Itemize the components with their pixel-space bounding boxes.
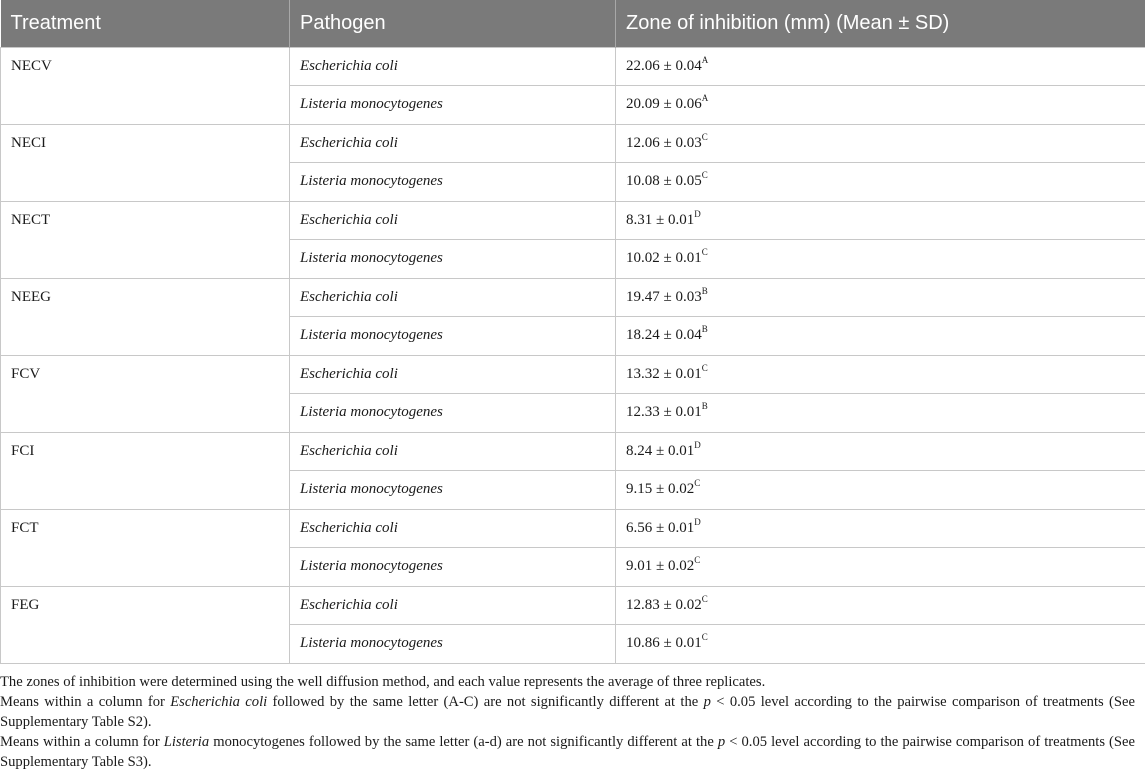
footnote-listeria — [0, 732, 1135, 772]
significance-letter: C — [694, 555, 700, 565]
footnote-listeria-genus: Listeria — [164, 734, 209, 750]
header-zone: Zone of inhibition (mm) (Mean ± SD) — [616, 0, 1145, 47]
zone-value: 12.33 ± 0.01 — [626, 404, 702, 420]
footnote-ecoli-text-e: < 0.05 level according to the pairwise comparison of treatments (See Supplementary Table S2). — [0, 694, 1135, 730]
significance-letter: C — [702, 632, 708, 642]
significance-letter: D — [694, 440, 701, 450]
zone-cell — [616, 509, 1145, 548]
zone-cell — [616, 394, 1145, 433]
zone-value: 9.15 ± 0.02 — [626, 481, 694, 497]
pathogen-cell: Listeria monocytogenes — [290, 625, 616, 664]
footnote-ecoli — [0, 692, 1135, 732]
pathogen-cell: Escherichia coli — [290, 47, 616, 86]
table-footnotes — [0, 664, 1145, 772]
pathogen-cell: Escherichia coli — [290, 586, 616, 625]
zone-cell — [616, 278, 1145, 317]
zone-value: 8.31 ± 0.01 — [626, 212, 694, 228]
pathogen-cell: Escherichia coli — [290, 278, 616, 317]
table-row — [1, 278, 1145, 317]
footnote-ecoli-text-c: followed by the same letter (A-C) are not significantly different at the — [267, 694, 703, 710]
pathogen-cell: Listeria monocytogenes — [290, 394, 616, 433]
pathogen-cell: Escherichia coli — [290, 201, 616, 240]
zone-value: 20.09 ± 0.06 — [626, 96, 702, 112]
table-body — [1, 47, 1145, 663]
table-header — [1, 0, 1145, 47]
pathogen-cell: Escherichia coli — [290, 355, 616, 394]
significance-letter: C — [702, 594, 708, 604]
zone-value: 18.24 ± 0.04 — [626, 327, 702, 343]
footnote-listeria-text-a: Means within a column for — [0, 734, 164, 750]
zone-value: 10.86 ± 0.01 — [626, 635, 702, 651]
significance-letter: C — [702, 363, 708, 373]
zone-cell — [616, 625, 1145, 664]
zone-value: 22.06 ± 0.04 — [626, 58, 702, 74]
footnote-listeria-p: p — [718, 734, 725, 750]
header-row — [1, 0, 1145, 47]
table-row — [1, 47, 1145, 86]
treatment-cell: FEG — [1, 586, 290, 663]
footnote-ecoli-p: p — [704, 694, 711, 710]
footnote-method: The zones of inhibition were determined using the well diffusion method, and each value represents the average of three replicates. — [0, 672, 1135, 692]
zone-value: 8.24 ± 0.01 — [626, 443, 694, 459]
table-row — [1, 124, 1145, 163]
treatment-cell: FCV — [1, 355, 290, 432]
treatment-cell: FCI — [1, 432, 290, 509]
table-row — [1, 201, 1145, 240]
significance-letter: C — [694, 478, 700, 488]
pathogen-cell: Listeria monocytogenes — [290, 548, 616, 587]
significance-letter: C — [702, 170, 708, 180]
footnote-listeria-text-c: monocytogenes followed by the same letter (a-d) are not significantly different at the — [209, 734, 718, 750]
table-row — [1, 432, 1145, 471]
table-row — [1, 586, 1145, 625]
zone-cell — [616, 47, 1145, 86]
significance-letter: D — [694, 517, 701, 527]
zone-value: 12.06 ± 0.03 — [626, 135, 702, 151]
table-row — [1, 509, 1145, 548]
zone-cell — [616, 163, 1145, 202]
footnote-ecoli-species: Escherichia coli — [170, 694, 267, 710]
pathogen-cell: Listeria monocytogenes — [290, 240, 616, 279]
zone-cell — [616, 201, 1145, 240]
zone-cell — [616, 86, 1145, 125]
pathogen-cell: Listeria monocytogenes — [290, 86, 616, 125]
significance-letter: C — [702, 247, 708, 257]
significance-letter: A — [702, 55, 709, 65]
zone-cell — [616, 548, 1145, 587]
pathogen-cell: Listeria monocytogenes — [290, 317, 616, 356]
table-row — [1, 355, 1145, 394]
treatment-cell: NEEG — [1, 278, 290, 355]
header-treatment: Treatment — [1, 0, 290, 47]
zone-value: 13.32 ± 0.01 — [626, 366, 702, 382]
zone-cell — [616, 471, 1145, 510]
pathogen-cell: Listeria monocytogenes — [290, 471, 616, 510]
treatment-cell: NECT — [1, 201, 290, 278]
pathogen-cell: Escherichia coli — [290, 124, 616, 163]
pathogen-cell: Escherichia coli — [290, 509, 616, 548]
significance-letter: B — [702, 401, 708, 411]
treatment-cell: FCT — [1, 509, 290, 586]
zone-value: 6.56 ± 0.01 — [626, 520, 694, 536]
footnote-listeria-text-e: < 0.05 level according to the pairwise comparison of treatments (See Supplementary Table S3). — [0, 734, 1135, 770]
zone-cell — [616, 586, 1145, 625]
zone-cell — [616, 240, 1145, 279]
footnote-ecoli-text-a: Means within a column for — [0, 694, 170, 710]
significance-letter: C — [702, 132, 708, 142]
zone-cell — [616, 432, 1145, 471]
zone-cell — [616, 124, 1145, 163]
zone-value: 12.83 ± 0.02 — [626, 597, 702, 613]
zone-cell — [616, 317, 1145, 356]
significance-letter: B — [702, 324, 708, 334]
treatment-cell: NECV — [1, 47, 290, 124]
pathogen-cell: Listeria monocytogenes — [290, 163, 616, 202]
significance-letter: D — [694, 209, 701, 219]
zone-value: 9.01 ± 0.02 — [626, 558, 694, 574]
significance-letter: B — [702, 286, 708, 296]
zone-value: 10.08 ± 0.05 — [626, 173, 702, 189]
zone-value: 10.02 ± 0.01 — [626, 250, 702, 266]
significance-letter: A — [702, 93, 709, 103]
header-pathogen: Pathogen — [290, 0, 616, 47]
zone-value: 19.47 ± 0.03 — [626, 289, 702, 305]
treatment-cell: NECI — [1, 124, 290, 201]
pathogen-cell: Escherichia coli — [290, 432, 616, 471]
zone-cell — [616, 355, 1145, 394]
